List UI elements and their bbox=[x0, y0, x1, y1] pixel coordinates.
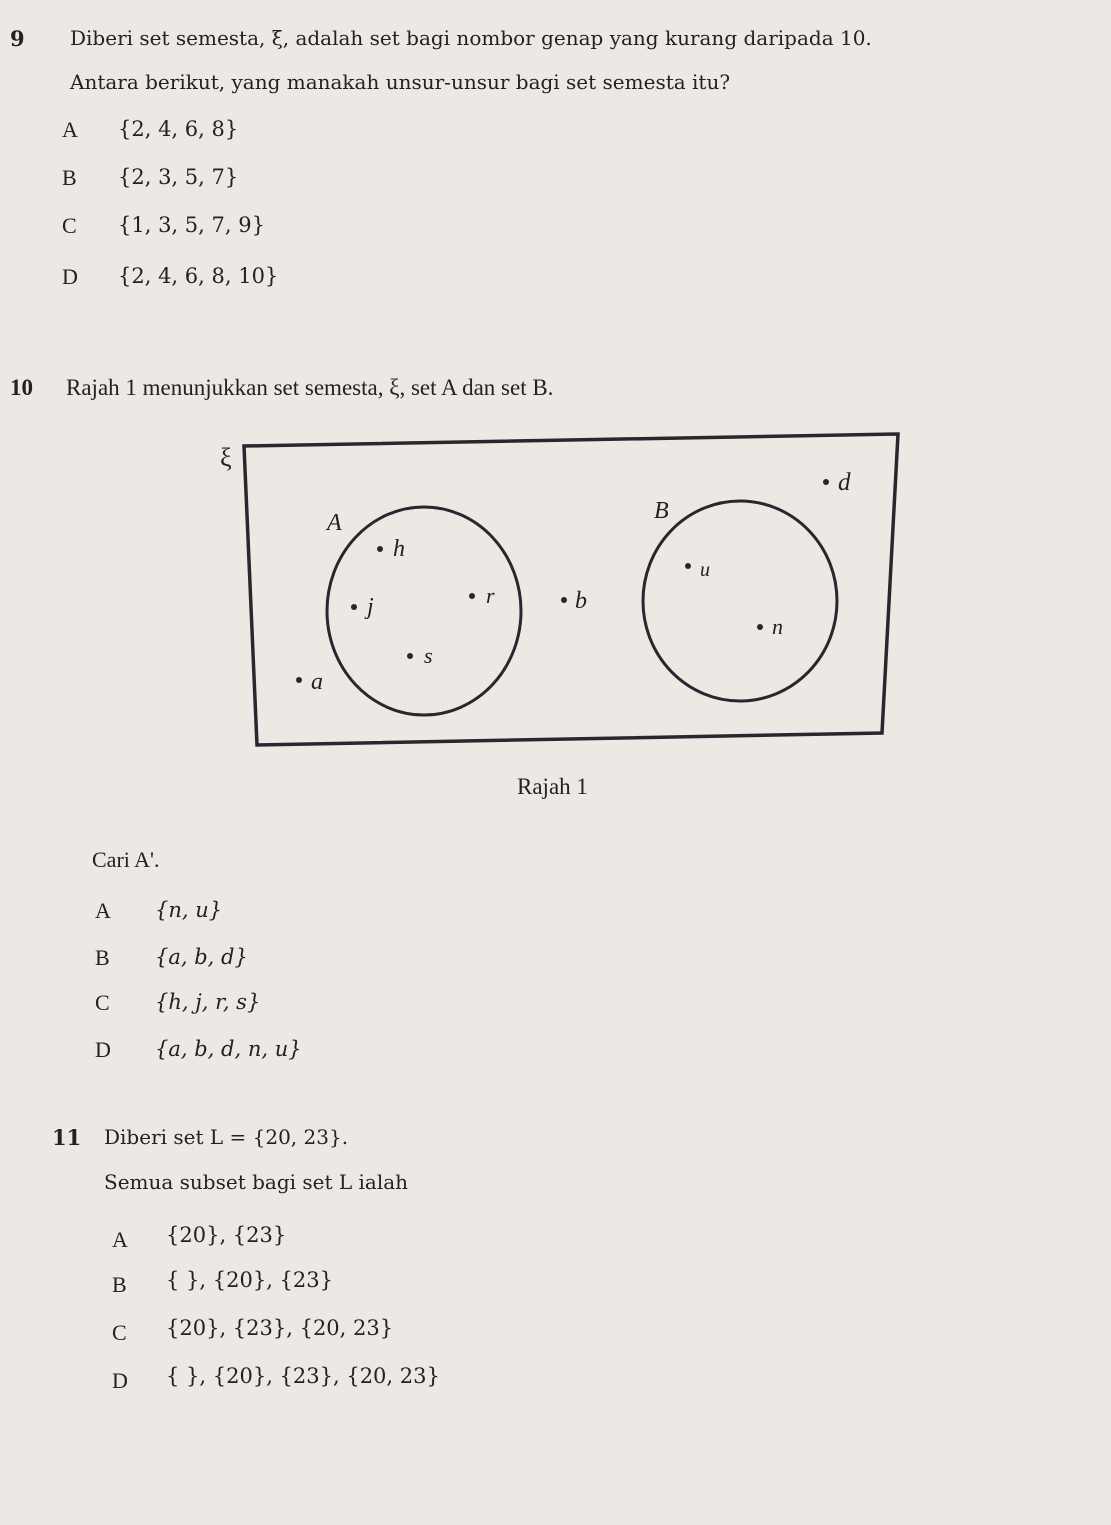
element-d-label: d bbox=[838, 469, 851, 496]
option-a-text: {n, u} bbox=[155, 898, 223, 922]
option-a-letter: A bbox=[62, 117, 78, 142]
set-b-label: B bbox=[654, 498, 669, 524]
option-a-letter: A bbox=[112, 1227, 128, 1252]
option-c-text: {20}, {23}, {20, 23} bbox=[166, 1316, 394, 1340]
option-a-text: {2, 4, 6, 8} bbox=[118, 117, 239, 141]
element-u-label: u bbox=[700, 559, 710, 581]
option-d-text: {a, b, d, n, u} bbox=[155, 1037, 302, 1061]
option-c-letter: C bbox=[112, 1320, 127, 1345]
option-c-text: {1, 3, 5, 7, 9} bbox=[118, 213, 265, 237]
option-d-letter: D bbox=[112, 1368, 128, 1393]
element-s-label: s bbox=[424, 643, 433, 668]
option-b-letter: B bbox=[95, 945, 110, 970]
question-number: 11 bbox=[52, 1125, 82, 1150]
set-a-circle bbox=[327, 507, 521, 715]
option-d-text: {2, 4, 6, 8, 10} bbox=[118, 264, 279, 288]
set-b-circle bbox=[643, 501, 837, 701]
element-h-label: h bbox=[393, 536, 405, 562]
option-b-letter: B bbox=[112, 1272, 127, 1297]
element-n-dot bbox=[757, 624, 763, 630]
element-d-dot bbox=[823, 479, 829, 485]
universal-set-label: ξ bbox=[220, 443, 232, 472]
element-j-label: j bbox=[367, 594, 374, 620]
question-number: 9 bbox=[10, 26, 25, 51]
element-s-dot bbox=[407, 653, 413, 659]
option-d-letter: D bbox=[95, 1037, 111, 1062]
element-r-dot bbox=[469, 593, 475, 599]
element-b-dot bbox=[561, 597, 567, 603]
option-c-letter: C bbox=[62, 213, 77, 238]
option-b-letter: B bbox=[62, 165, 77, 190]
question-number: 10 bbox=[10, 375, 33, 400]
element-a-dot bbox=[296, 677, 302, 683]
element-j-dot bbox=[351, 604, 357, 610]
question-text-line-1: Diberi set L = {20, 23}. bbox=[104, 1125, 349, 1149]
element-a-label: a bbox=[311, 669, 323, 695]
question-text-line-1: Diberi set semesta, ξ, adalah set bagi nombor genap yang kurang daripada 10. bbox=[70, 26, 872, 50]
option-c-letter: C bbox=[95, 990, 110, 1015]
question-text-line-2: Semua subset bagi set L ialah bbox=[104, 1170, 409, 1194]
element-h-dot bbox=[377, 546, 383, 552]
element-n-label: n bbox=[772, 614, 783, 639]
option-b-text: {a, b, d} bbox=[155, 945, 248, 969]
question-prompt: Cari A'. bbox=[92, 847, 160, 872]
element-r-label: r bbox=[486, 583, 495, 608]
option-a-text: {20}, {23} bbox=[166, 1223, 287, 1247]
universal-set-rectangle bbox=[244, 434, 898, 745]
element-b-label: b bbox=[575, 588, 587, 614]
set-a-label: A bbox=[327, 510, 342, 536]
diagram-caption: Rajah 1 bbox=[517, 774, 588, 799]
element-u-dot bbox=[685, 563, 691, 569]
option-a-letter: A bbox=[95, 898, 111, 923]
option-b-text: {2, 3, 5, 7} bbox=[118, 165, 239, 189]
option-d-letter: D bbox=[62, 264, 78, 289]
question-text: Rajah 1 menunjukkan set semesta, ξ, set A dan set B. bbox=[66, 375, 554, 400]
question-text-line-2: Antara berikut, yang manakah unsur-unsur bagi set semesta itu? bbox=[70, 70, 731, 94]
option-b-text: { }, {20}, {23} bbox=[166, 1268, 333, 1292]
option-d-text: { }, {20}, {23}, {20, 23} bbox=[166, 1364, 440, 1388]
option-c-text: {h, j, r, s} bbox=[155, 990, 261, 1014]
